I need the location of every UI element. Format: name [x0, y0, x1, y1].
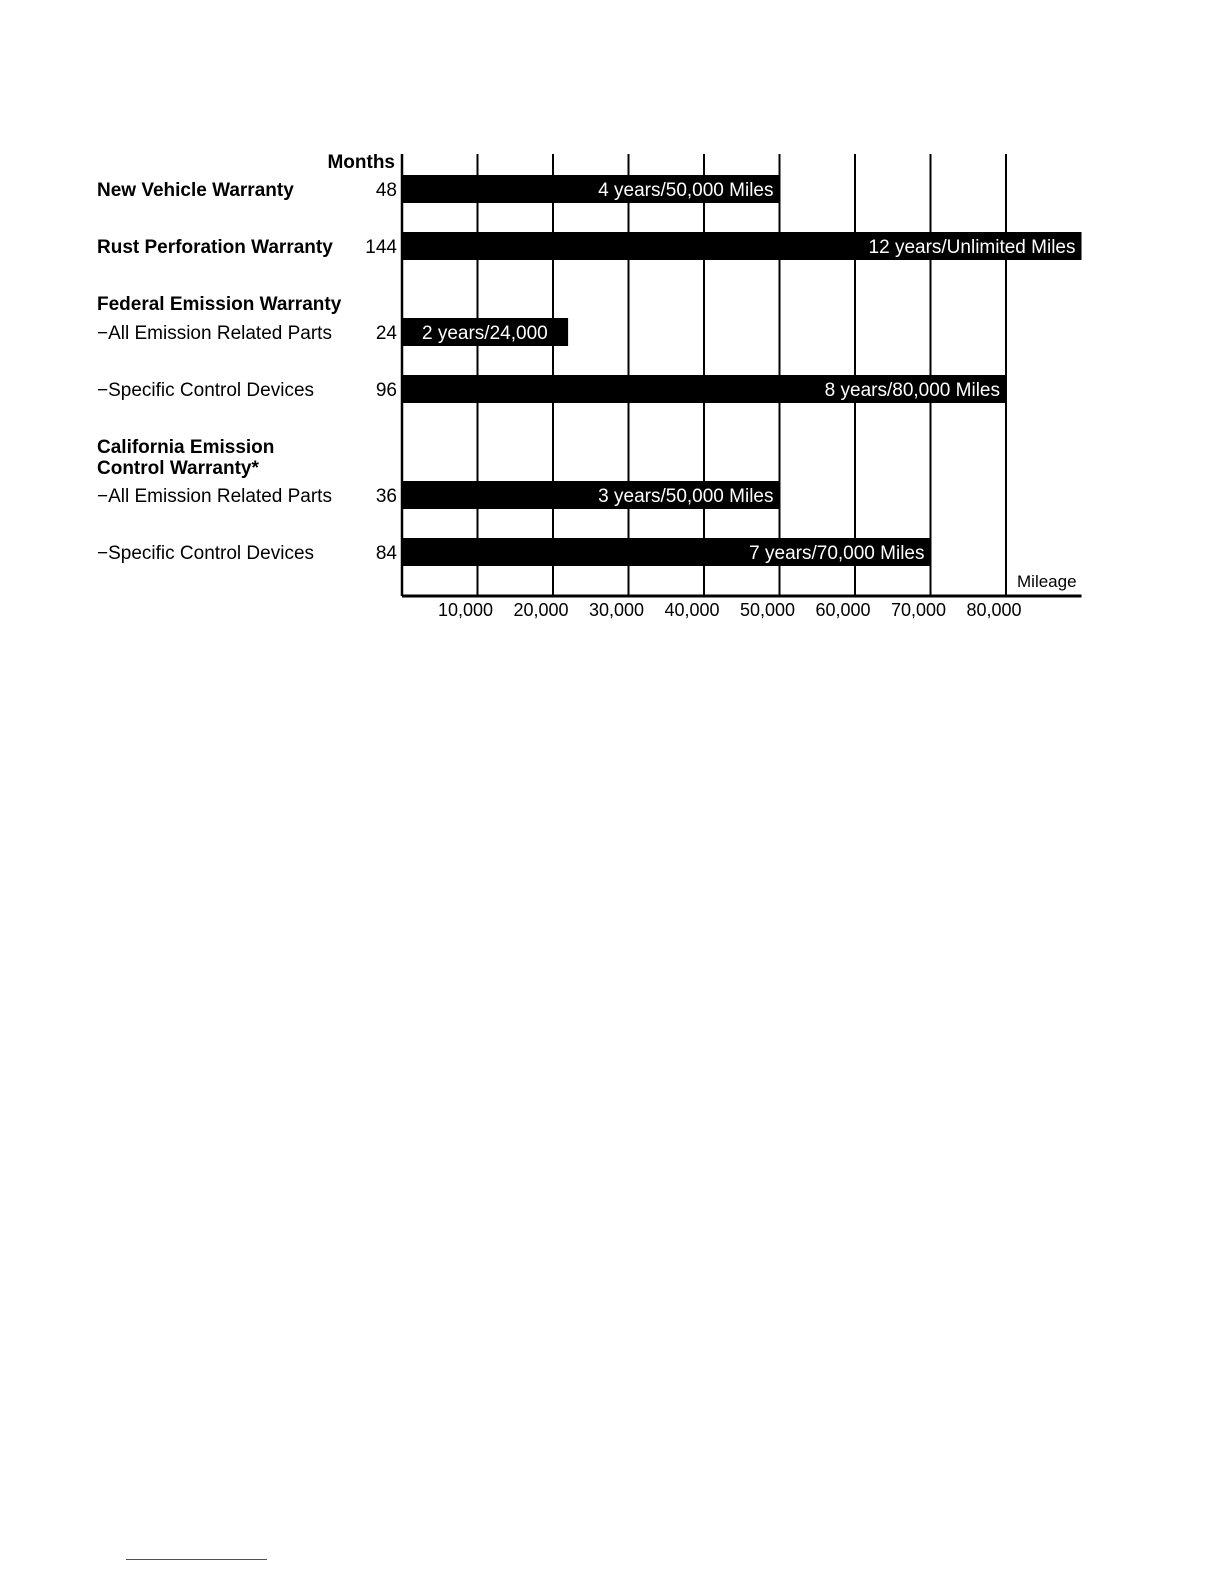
bar-label: 2 years/24,000: [422, 323, 548, 344]
x-tick-label: 70,000: [890, 600, 947, 620]
mileage-label: Mileage: [1017, 572, 1077, 591]
months-value: 96: [375, 380, 397, 401]
section-heading: California Emission: [97, 437, 275, 458]
row-label: −All Emission Related Parts: [97, 486, 332, 507]
footer-link-underline: [126, 1559, 267, 1560]
months-value: 24: [375, 323, 397, 344]
section-heading: Federal Emission Warranty: [97, 294, 342, 315]
x-tick-label: 80,000: [966, 600, 1022, 620]
row-label: Rust Perforation Warranty: [97, 237, 333, 258]
months-value: 84: [375, 543, 397, 564]
row-label: New Vehicle Warranty: [97, 180, 294, 201]
bar-label: 3 years/50,000 Miles: [598, 486, 774, 507]
x-tick-label: 30,000: [588, 600, 645, 620]
x-tick-label: 40,000: [664, 600, 720, 620]
x-tick-label: 50,000: [739, 600, 796, 620]
bar-label: 8 years/80,000 Miles: [824, 380, 1000, 401]
row-label: −All Emission Related Parts: [97, 323, 332, 344]
months-header: Months: [327, 152, 395, 173]
x-tick-label: 20,000: [513, 600, 569, 620]
row-label: −Specific Control Devices: [97, 380, 315, 401]
bar-label: 12 years/Unlimited Miles: [868, 237, 1076, 258]
months-value: 144: [365, 237, 397, 258]
row-label: −Specific Control Devices: [97, 543, 315, 564]
months-value: 48: [375, 180, 397, 201]
x-tick-label: 10,000: [437, 600, 494, 620]
section-heading-line2: Control Warranty*: [97, 458, 259, 479]
months-value: 36: [375, 486, 397, 507]
x-tick-label: 60,000: [815, 600, 871, 620]
bar-label: 7 years/70,000 Miles: [749, 543, 925, 564]
bar-label: 4 years/50,000 Miles: [598, 180, 774, 201]
